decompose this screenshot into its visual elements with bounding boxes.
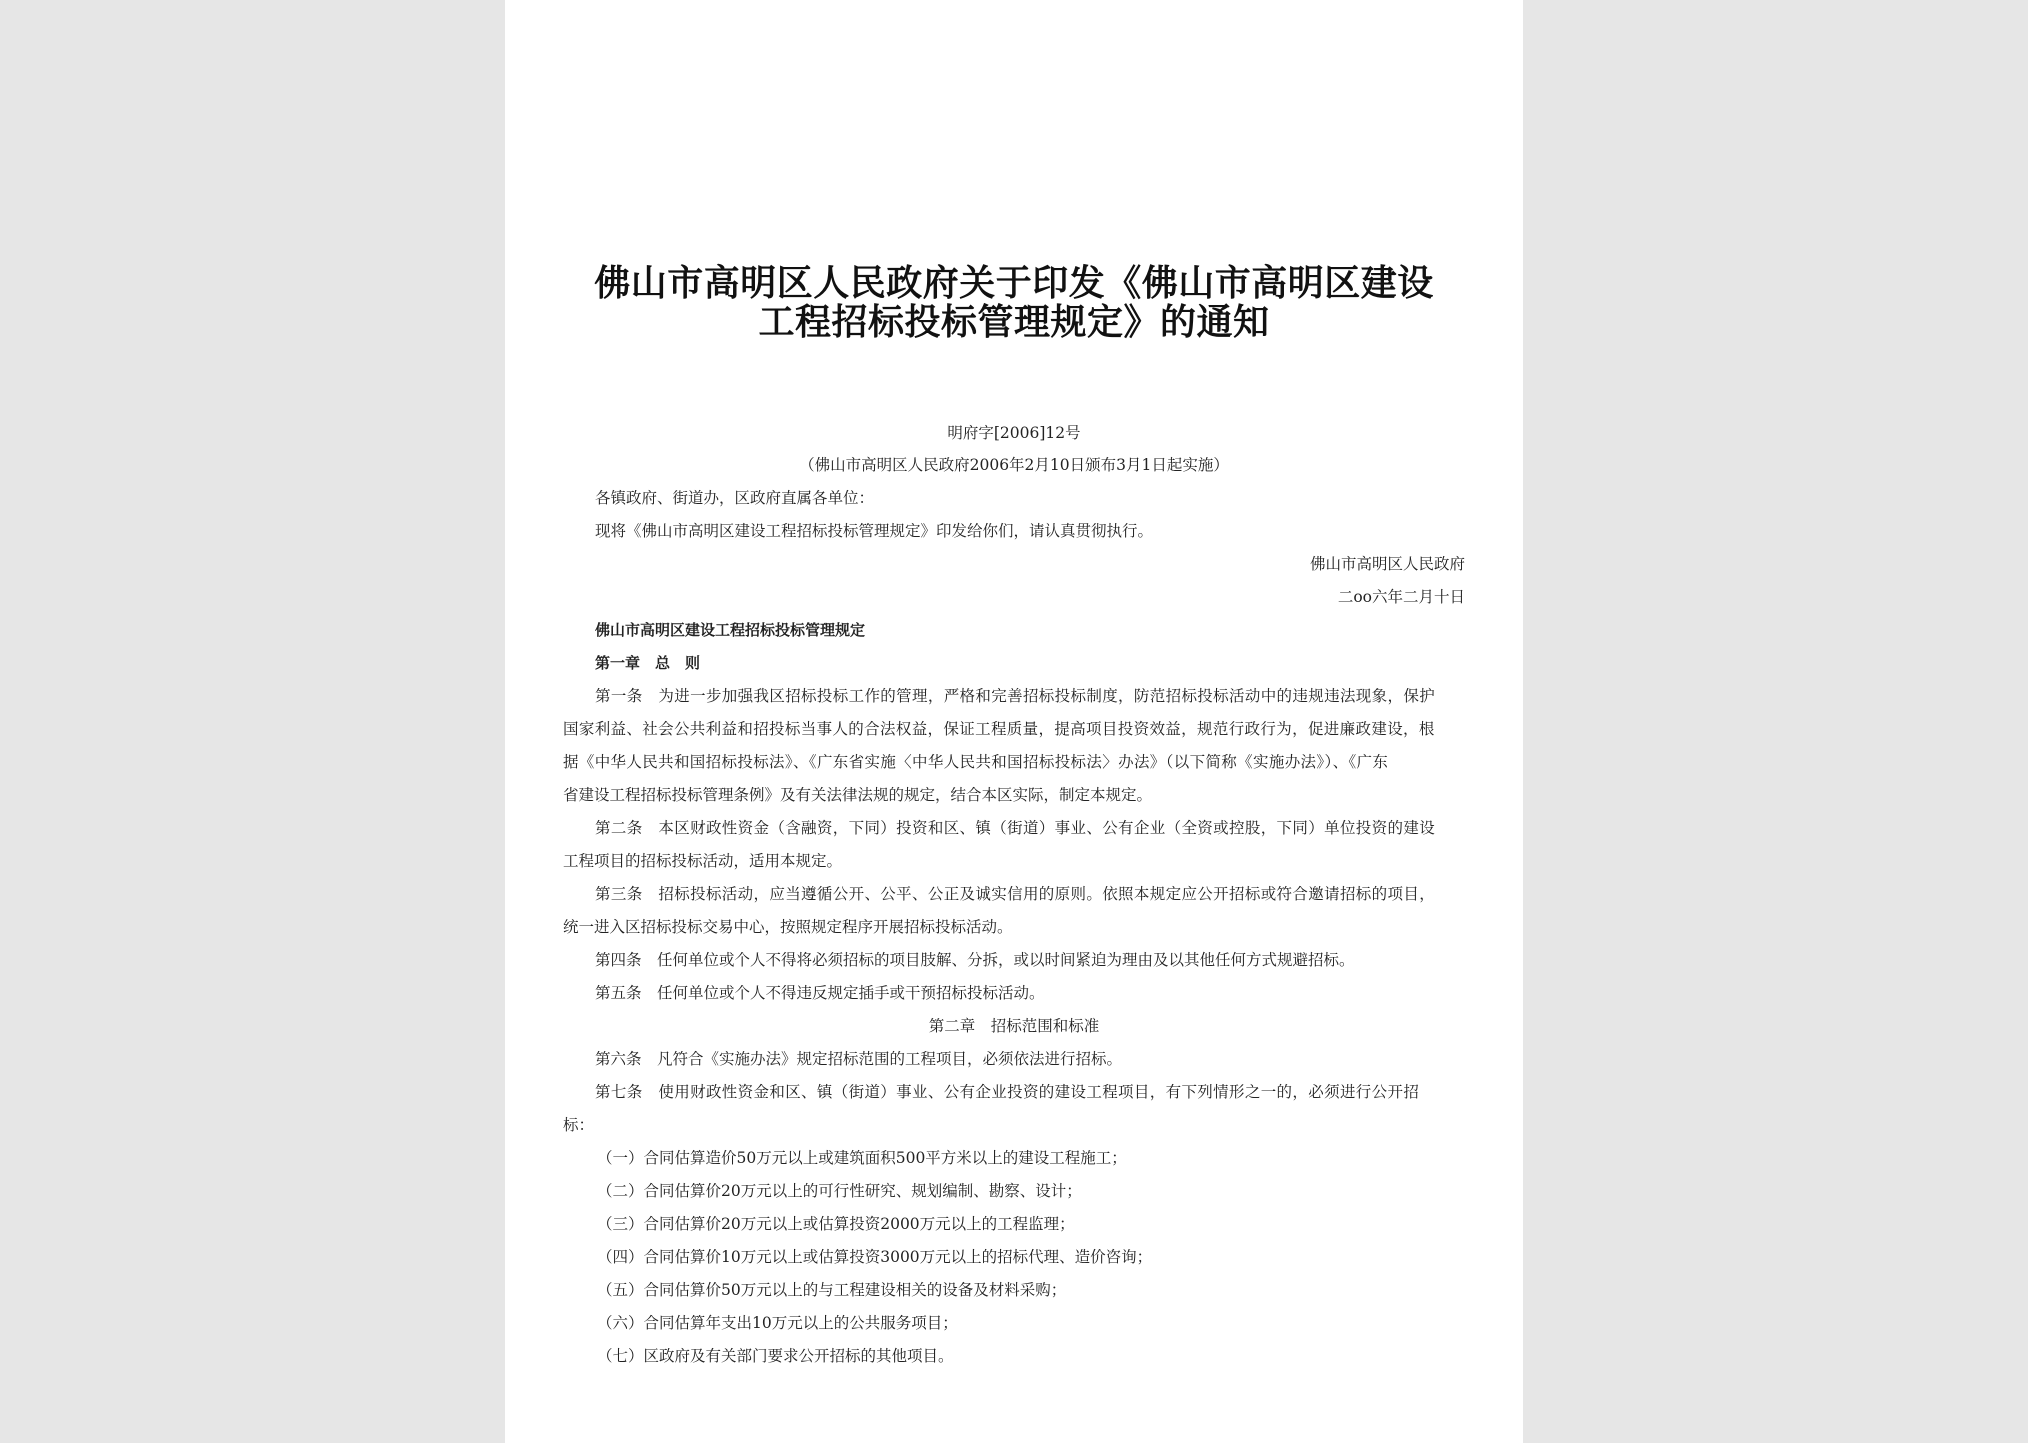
signatory: 佛山市高明区人民政府 (1309, 555, 1465, 573)
article-1-line-2: 国家利益、社会公共利益和招投标当事人的合法权益，保证工程质量，提高项目投资效益，规范行政行为，促进廉政建设，根 (563, 720, 1435, 738)
chapter-heading: 第二章 招标范围和标准 (928, 1017, 1100, 1035)
document-number: 明府字[2006]12号 (947, 424, 1081, 442)
article-5: 第五条 任何单位或个人不得违反规定插手或干预招标投标活动。 (595, 984, 1045, 1002)
article-3-line-1: 第三条 招标投标活动，应当遵循公开、公平、公正及诚实信用的原则。依照本规定应公开招标或符合邀请招标的项目， (595, 885, 1436, 903)
document-page (505, 0, 1523, 1443)
list-item: （一）合同估算造价50万元以上或建筑面积500平方米以上的建设工程施工； (597, 1149, 1127, 1167)
document-title-line-1: 佛山市高明区人民政府关于印发《佛山市高明区建设 (594, 263, 1434, 304)
list-item: （三）合同估算价20万元以上或估算投资2000万元以上的工程监理； (597, 1215, 1075, 1233)
article-7-line-1: 第七条 使用财政性资金和区、镇（街道）事业、公有企业投资的建设工程项目，有下列情形之一的，必须进行公开招 (595, 1083, 1420, 1101)
list-item: （二）合同估算价20万元以上的可行性研究、规划编制、勘察、设计； (597, 1182, 1082, 1200)
document-title-line-2: 工程招标投标管理规定》的通知 (758, 302, 1270, 343)
article-2-line-2: 工程项目的招标投标活动，适用本规定。 (563, 852, 843, 870)
article-6: 第六条 凡符合《实施办法》规定招标范围的工程项目，必须依法进行招标。 (595, 1050, 1123, 1068)
list-item: （六）合同估算年支出10万元以上的公共服务项目； (597, 1314, 958, 1332)
issue-note: （佛山市高明区人民政府2006年2月10日颁布3月1日起实施） (799, 456, 1229, 474)
sign-date: 二oo六年二月十日 (1337, 588, 1465, 606)
regulation-title: 佛山市高明区建设工程招标投标管理规定 (595, 621, 866, 639)
article-1-line-4: 省建设工程招标投标管理条例》及有关法律法规的规定，结合本区实际，制定本规定。 (563, 786, 1153, 804)
chapter-heading: 第一章 总 则 (595, 654, 701, 672)
list-item: （四）合同估算价10万元以上或估算投资3000万元以上的招标代理、造价咨询； (597, 1248, 1153, 1266)
intro-paragraph: 现将《佛山市高明区建设工程招标投标管理规定》印发给你们，请认真贯彻执行。 (595, 522, 1154, 540)
article-7-line-2: 标： (563, 1116, 595, 1134)
article-1-line-1: 第一条 为进一步加强我区招标投标工作的管理，严格和完善招标投标制度，防范招标投标活动中的违规违法现象，保护 (595, 687, 1436, 705)
salutation: 各镇政府、街道办，区政府直属各单位： (595, 489, 875, 507)
article-1-line-3: 据《中华人民共和国招标投标法》、《广东省实施〈中华人民共和国招标投标法〉办法》（以下简称《实施办法》）、《广东 (563, 753, 1389, 771)
article-3-line-2: 统一进入区招标投标交易中心，按照规定程序开展招标投标活动。 (563, 918, 1013, 936)
list-item: （五）合同估算价50万元以上的与工程建设相关的设备及材料采购； (597, 1281, 1067, 1299)
article-4: 第四条 任何单位或个人不得将必须招标的项目肢解、分拆，或以时间紧迫为理由及以其他任何方式规避招标。 (595, 951, 1355, 969)
list-item: （七）区政府及有关部门要求公开招标的其他项目。 (597, 1347, 954, 1365)
article-2-line-1: 第二条 本区财政性资金（含融资，下同）投资和区、镇（街道）事业、公有企业（全资或控股，下同）单位投资的建设 (595, 819, 1436, 837)
